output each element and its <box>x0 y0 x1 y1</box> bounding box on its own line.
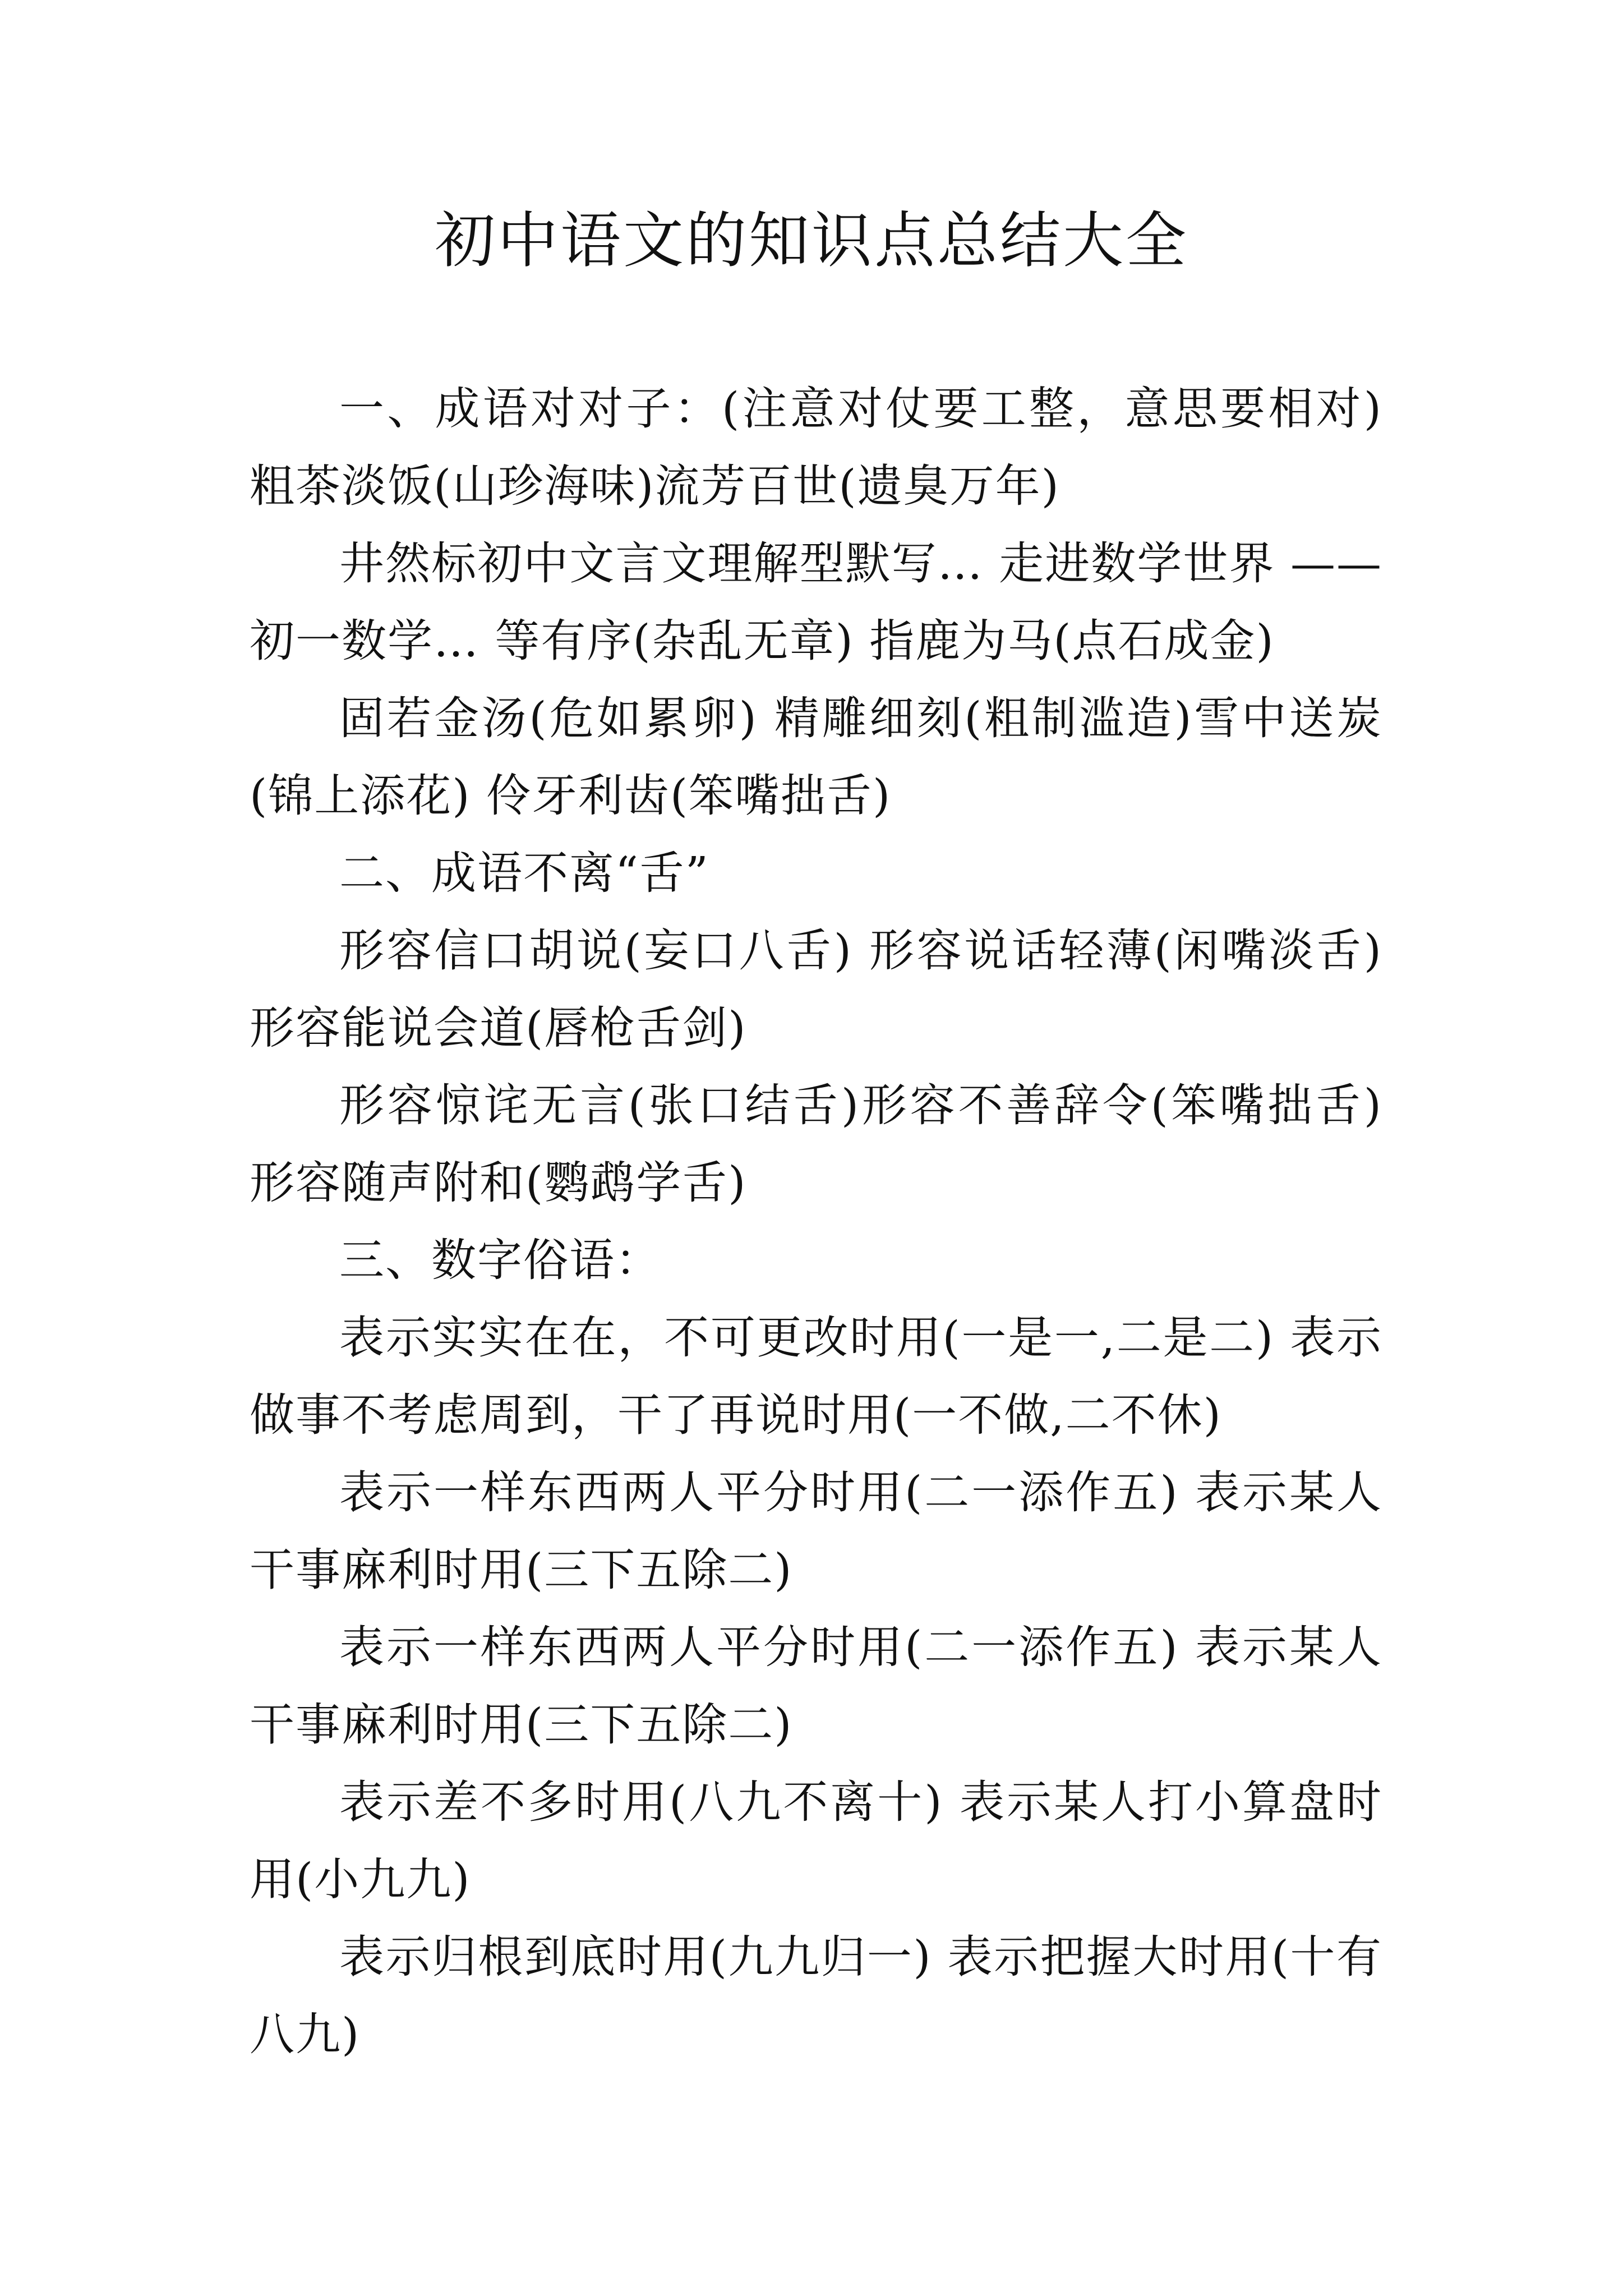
paragraph-tongue-1: 形容信口胡说(妄口八舌) 形容说话轻薄(闲嘴淡舌)形容能说会道(唇枪舌剑) <box>250 924 1382 1054</box>
paragraph-number-sayings-4: 表示差不多时用(八九不离十) 表示某人打小算盘时用(小九九) <box>250 1776 1382 1906</box>
paragraph-number-sayings-1: 表示实实在在，不可更改时用(一是一,二是二) 表示做事不考虑周到，干了再说时用(一不做,二不休) <box>250 1312 1382 1441</box>
paragraph-number-sayings-3: 表示一样东西两人平分时用(二一添作五) 表示某人干事麻利时用(三下五除二) <box>250 1621 1382 1751</box>
paragraph-idiom-pairs: 一、成语对对子：(注意对仗要工整，意思要相对)粗茶淡饭(山珍海味)流芳百世(遗臭万年) <box>250 383 1382 512</box>
paragraph-idiom-pairs-3: 固若金汤(危如累卵) 精雕细刻(粗制滥造)雪中送炭(锦上添花) 伶牙利齿(笨嘴拙舌) <box>250 692 1382 822</box>
section-heading-number-sayings: 三、数字俗语： <box>339 1234 661 1286</box>
paragraph-idiom-pairs-2: 井然标初中文言文理解型默写… 走进数学世界 ——初一数学… 等有序(杂乱无章) 指鹿为马(点石成金) <box>250 537 1382 667</box>
document-title: 初中语文的知识点总结大全 <box>434 206 1188 276</box>
document-body <box>250 370 1382 2073</box>
section-heading-tongue: 二、成语不离“舌” <box>339 847 709 899</box>
paragraph-number-sayings-2: 表示一样东西两人平分时用(二一添作五) 表示某人干事麻利时用(三下五除二) <box>250 1466 1382 1596</box>
paragraph-tongue-2: 形容惊诧无言(张口结舌)形容不善辞令(笨嘴拙舌) 形容随声附和(鹦鹉学舌) <box>250 1079 1382 1209</box>
paragraph-number-sayings-5: 表示归根到底时用(九九归一) 表示把握大时用(十有八九) <box>250 1931 1382 2060</box>
